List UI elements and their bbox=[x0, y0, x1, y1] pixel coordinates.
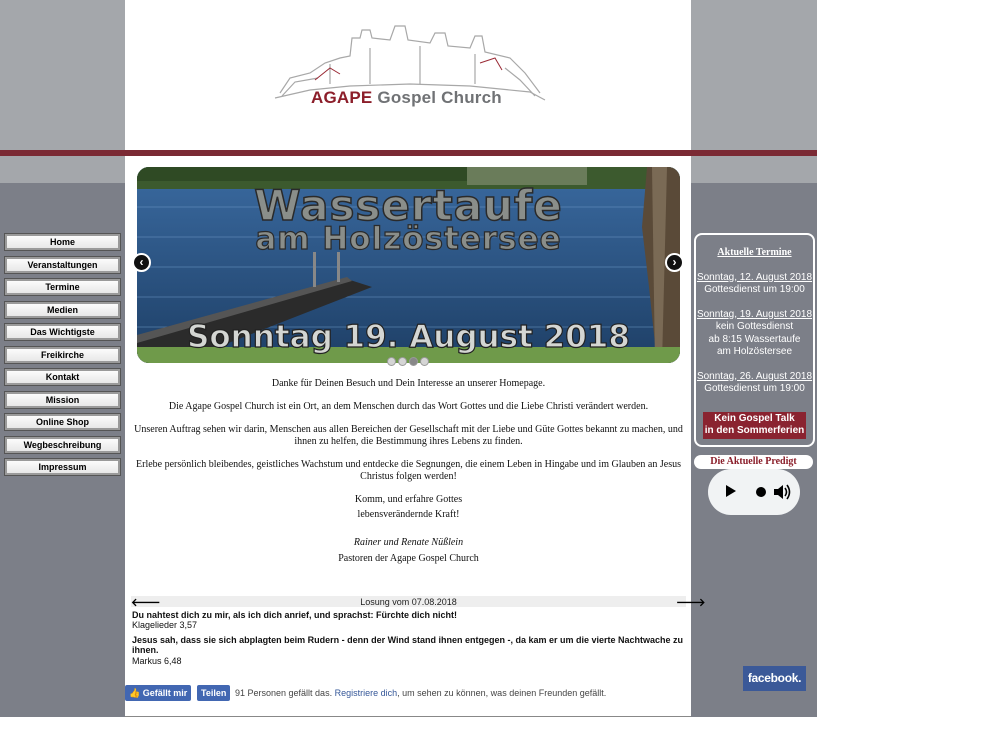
audio-player[interactable] bbox=[708, 469, 800, 515]
fb-share-button[interactable] bbox=[197, 685, 230, 701]
termine-line: am Holzöstersee bbox=[716, 346, 793, 357]
gospel-talk-notice bbox=[703, 412, 806, 439]
nav-item-freikirche[interactable]: Freikirche bbox=[4, 346, 121, 364]
slider-dot[interactable] bbox=[387, 357, 396, 366]
nav-item-veranstaltungen[interactable]: Veranstaltungen bbox=[4, 256, 121, 274]
termine-line: Gottesdienst um 19:00 bbox=[704, 383, 805, 394]
termine-entry bbox=[696, 371, 813, 396]
main-nav bbox=[4, 233, 121, 481]
fb-like-label: Gefällt mir bbox=[142, 688, 188, 698]
nav-item-online-shop[interactable]: Online Shop bbox=[4, 413, 121, 431]
slider-dot[interactable] bbox=[398, 357, 407, 366]
termine-line: Gottesdienst um 19:00 bbox=[704, 284, 805, 295]
termine-entry bbox=[696, 272, 813, 297]
slider-next-button[interactable] bbox=[665, 253, 684, 272]
chevron-left-icon: ‹ bbox=[139, 255, 144, 269]
losung-verse1: Du nahtest dich zu mir, als ich dich anrief, und sprachst: Fürchte dich nicht! bbox=[132, 610, 458, 620]
intro-paragraph: Danke für Deinen Besuch und Dein Interesse an unserer Homepage. bbox=[271, 378, 546, 389]
slide-title-line1: Wassertaufe bbox=[254, 181, 563, 230]
thumbs-up-icon: 👍 bbox=[129, 688, 141, 698]
slider-dot-active[interactable] bbox=[409, 357, 418, 366]
losung-ref1: Klagelieder 3,57 bbox=[132, 620, 198, 630]
nav-item-impressum[interactable]: Impressum bbox=[4, 458, 121, 476]
intro-paragraph: Die Agape Gospel Church ist ein Ort, an dem Menschen durch das Wort Gottes und die Liebe Christi verändert werden. bbox=[168, 401, 649, 412]
nav-item-termine[interactable]: Termine bbox=[4, 278, 121, 296]
nav-item-wegbeschreibung[interactable]: Wegbeschreibung bbox=[4, 436, 121, 454]
intro-paragraph: Erlebe persönlich bleibendes, geistliches Wachstum und entdecke die Segnungen, die einem Leben in Hingabe und im Glauben an Jesus Christus folgen werden! bbox=[136, 459, 681, 482]
termine-entry bbox=[696, 309, 813, 359]
intro-text bbox=[131, 378, 686, 565]
nav-item-medien[interactable]: Medien bbox=[4, 301, 121, 319]
termine-date[interactable]: Sonntag, 19. August 2018 bbox=[696, 308, 813, 320]
termine-date[interactable]: Sonntag, 26. August 2018 bbox=[696, 370, 813, 382]
termine-line: kein Gottesdienst bbox=[715, 321, 794, 332]
termine-line: ab 8:15 Wassertaufe bbox=[708, 333, 801, 345]
termine-date[interactable]: Sonntag, 12. August 2018 bbox=[696, 271, 813, 283]
intro-call-line2: lebensverändernde Kraft! bbox=[357, 509, 460, 520]
fb-rest-text: , um sehen zu können, was deinen Freunden gefällt. bbox=[397, 688, 607, 698]
nav-item-kontakt[interactable]: Kontakt bbox=[4, 368, 121, 386]
termine-box bbox=[694, 233, 815, 447]
slider-prev-button[interactable] bbox=[132, 253, 151, 272]
intro-call-line1: Komm, und erfahre Gottes bbox=[354, 494, 463, 505]
fb-share-label: Teilen bbox=[201, 688, 227, 698]
image-slider[interactable] bbox=[137, 167, 680, 363]
fb-like-count: 91 Personen gefällt das. bbox=[235, 688, 333, 698]
slider-dots bbox=[387, 357, 429, 366]
termine-title[interactable]: Aktuelle Termine bbox=[717, 247, 792, 258]
losung-verse2: Jesus sah, dass sie sich abplagten beim Rudern - denn der Wind stand ihnen entgegen -, da kam er um die vierte Nachtwache zu ihnen. bbox=[132, 635, 684, 655]
intro-paragraph: Unseren Auftrag sehen wir darin, Menschen aus allen Bereichen der Gesellschaft mit der Liebe und Güte Gottes bekannt zu machen, und ihnen zu helfen, die Bestimmung ihres Lebens zu finden. bbox=[134, 424, 683, 447]
logo-agape: AGAPE bbox=[311, 88, 373, 107]
talk-line1: Kein Gospel Talk bbox=[714, 412, 795, 424]
fb-likes-text bbox=[235, 688, 606, 698]
logo-text[interactable] bbox=[311, 88, 502, 108]
fb-register-link[interactable]: Registriere dich bbox=[334, 688, 398, 698]
signature-role: Pastoren der Agape Gospel Church bbox=[338, 553, 479, 564]
fb-like-button[interactable] bbox=[125, 685, 191, 701]
talk-line2: in den Sommerferien bbox=[704, 425, 805, 436]
volume-icon[interactable] bbox=[773, 483, 793, 501]
losung-title: Losung vom 07.08.2018 bbox=[360, 597, 457, 607]
predigt-label: Die Aktuelle Predigt bbox=[694, 455, 813, 469]
slide-date: Sonntag 19. August 2018 bbox=[187, 319, 630, 355]
nav-item-das-wichtigste[interactable]: Das Wichtigste bbox=[4, 323, 121, 341]
signature: Rainer und Renate Nüßlein bbox=[353, 537, 464, 548]
nav-item-home[interactable]: Home bbox=[4, 233, 121, 251]
logo-gospel-church: Gospel Church bbox=[377, 88, 502, 107]
slide-title-line2: am Holzöstersee bbox=[255, 221, 562, 257]
chevron-right-icon: › bbox=[672, 255, 677, 269]
play-icon[interactable] bbox=[726, 485, 736, 497]
content-bottom-border bbox=[125, 716, 691, 717]
header-divider bbox=[0, 150, 817, 156]
losung-ref2: Markus 6,48 bbox=[132, 656, 182, 666]
losung-next-arrow-icon[interactable]: 🡒 bbox=[676, 597, 706, 609]
facebook-badge[interactable]: facebook. bbox=[743, 666, 806, 691]
nav-item-mission[interactable]: Mission bbox=[4, 391, 121, 409]
losung-prev-arrow-icon[interactable]: 🡐 bbox=[131, 597, 161, 609]
slider-dot[interactable] bbox=[420, 357, 429, 366]
progress-dot-icon[interactable] bbox=[756, 487, 766, 497]
